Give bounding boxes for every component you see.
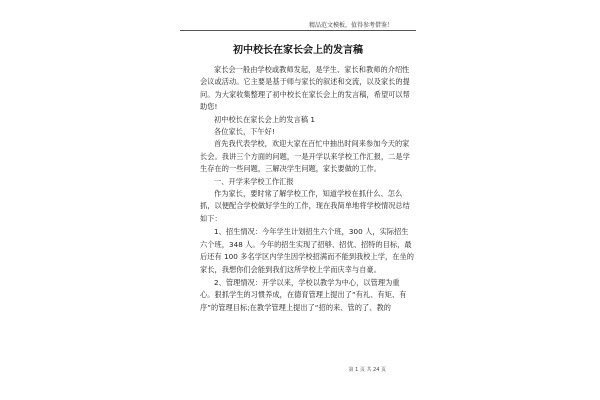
section-heading: 一、开学来学校工作汇报 [214,176,294,186]
enrollment-paragraph: 1、招生情况：今年学生计划招生六个班，300 人，实际招生六个班，348 人。今年的招生实现了招够、招优、招特的目标，最后还有 100 多名学区内学生因学校招满而不能到我校上学，在坐的家长，我想你们会能到我们这所学校上学而庆幸与自豪。 [200,227,414,274]
speech-heading: 初中校长在家长会上的发言稿 1 [214,114,316,124]
opening-paragraph: 首先我代表学校，欢迎大家在百忙中抽出时间来参加今天的家长会。我讲三个方面的问题，一是开学以来学校工作汇报，二是学生存在的一些问题，三解决学生问题，家长要做的工作。 [200,139,410,174]
document-body [200,64,414,314]
document-title: 初中校长在家长会上的发言稿 [233,45,363,56]
header-divider [180,30,416,31]
page-number: 第 1 页 共 24 页 [348,367,386,373]
summary-paragraph: 作为家长，要时常了解学校工作，知道学校在抓什么、怎么抓，以便配合学校做好学生的工作，现在我简单地将学校情况总结如下： [200,189,410,223]
management-paragraph: 2、管理情况：开学以来，学校以教学为中心，以管理为重心。狠抓学生的习惯养成，在德育管理上提出了“有礼、有矩、有序”的管理目标;在教学管理上提出了“招的来、管的了、教的 [200,277,407,312]
header-note: 精品范文模板，值得参考借鉴！ [308,22,393,29]
intro-paragraph: 家长会一般由学校或教师发起，是学生、家长和教师的介绍性会议或活动。它主要是基于师与家长的叙述和交流，以及家长的提问。为大家收集整理了初中校长在家长会上的发言稿，希望可以帮助您! [200,65,410,112]
greeting-paragraph: 各位家长，下午好! [214,127,275,137]
